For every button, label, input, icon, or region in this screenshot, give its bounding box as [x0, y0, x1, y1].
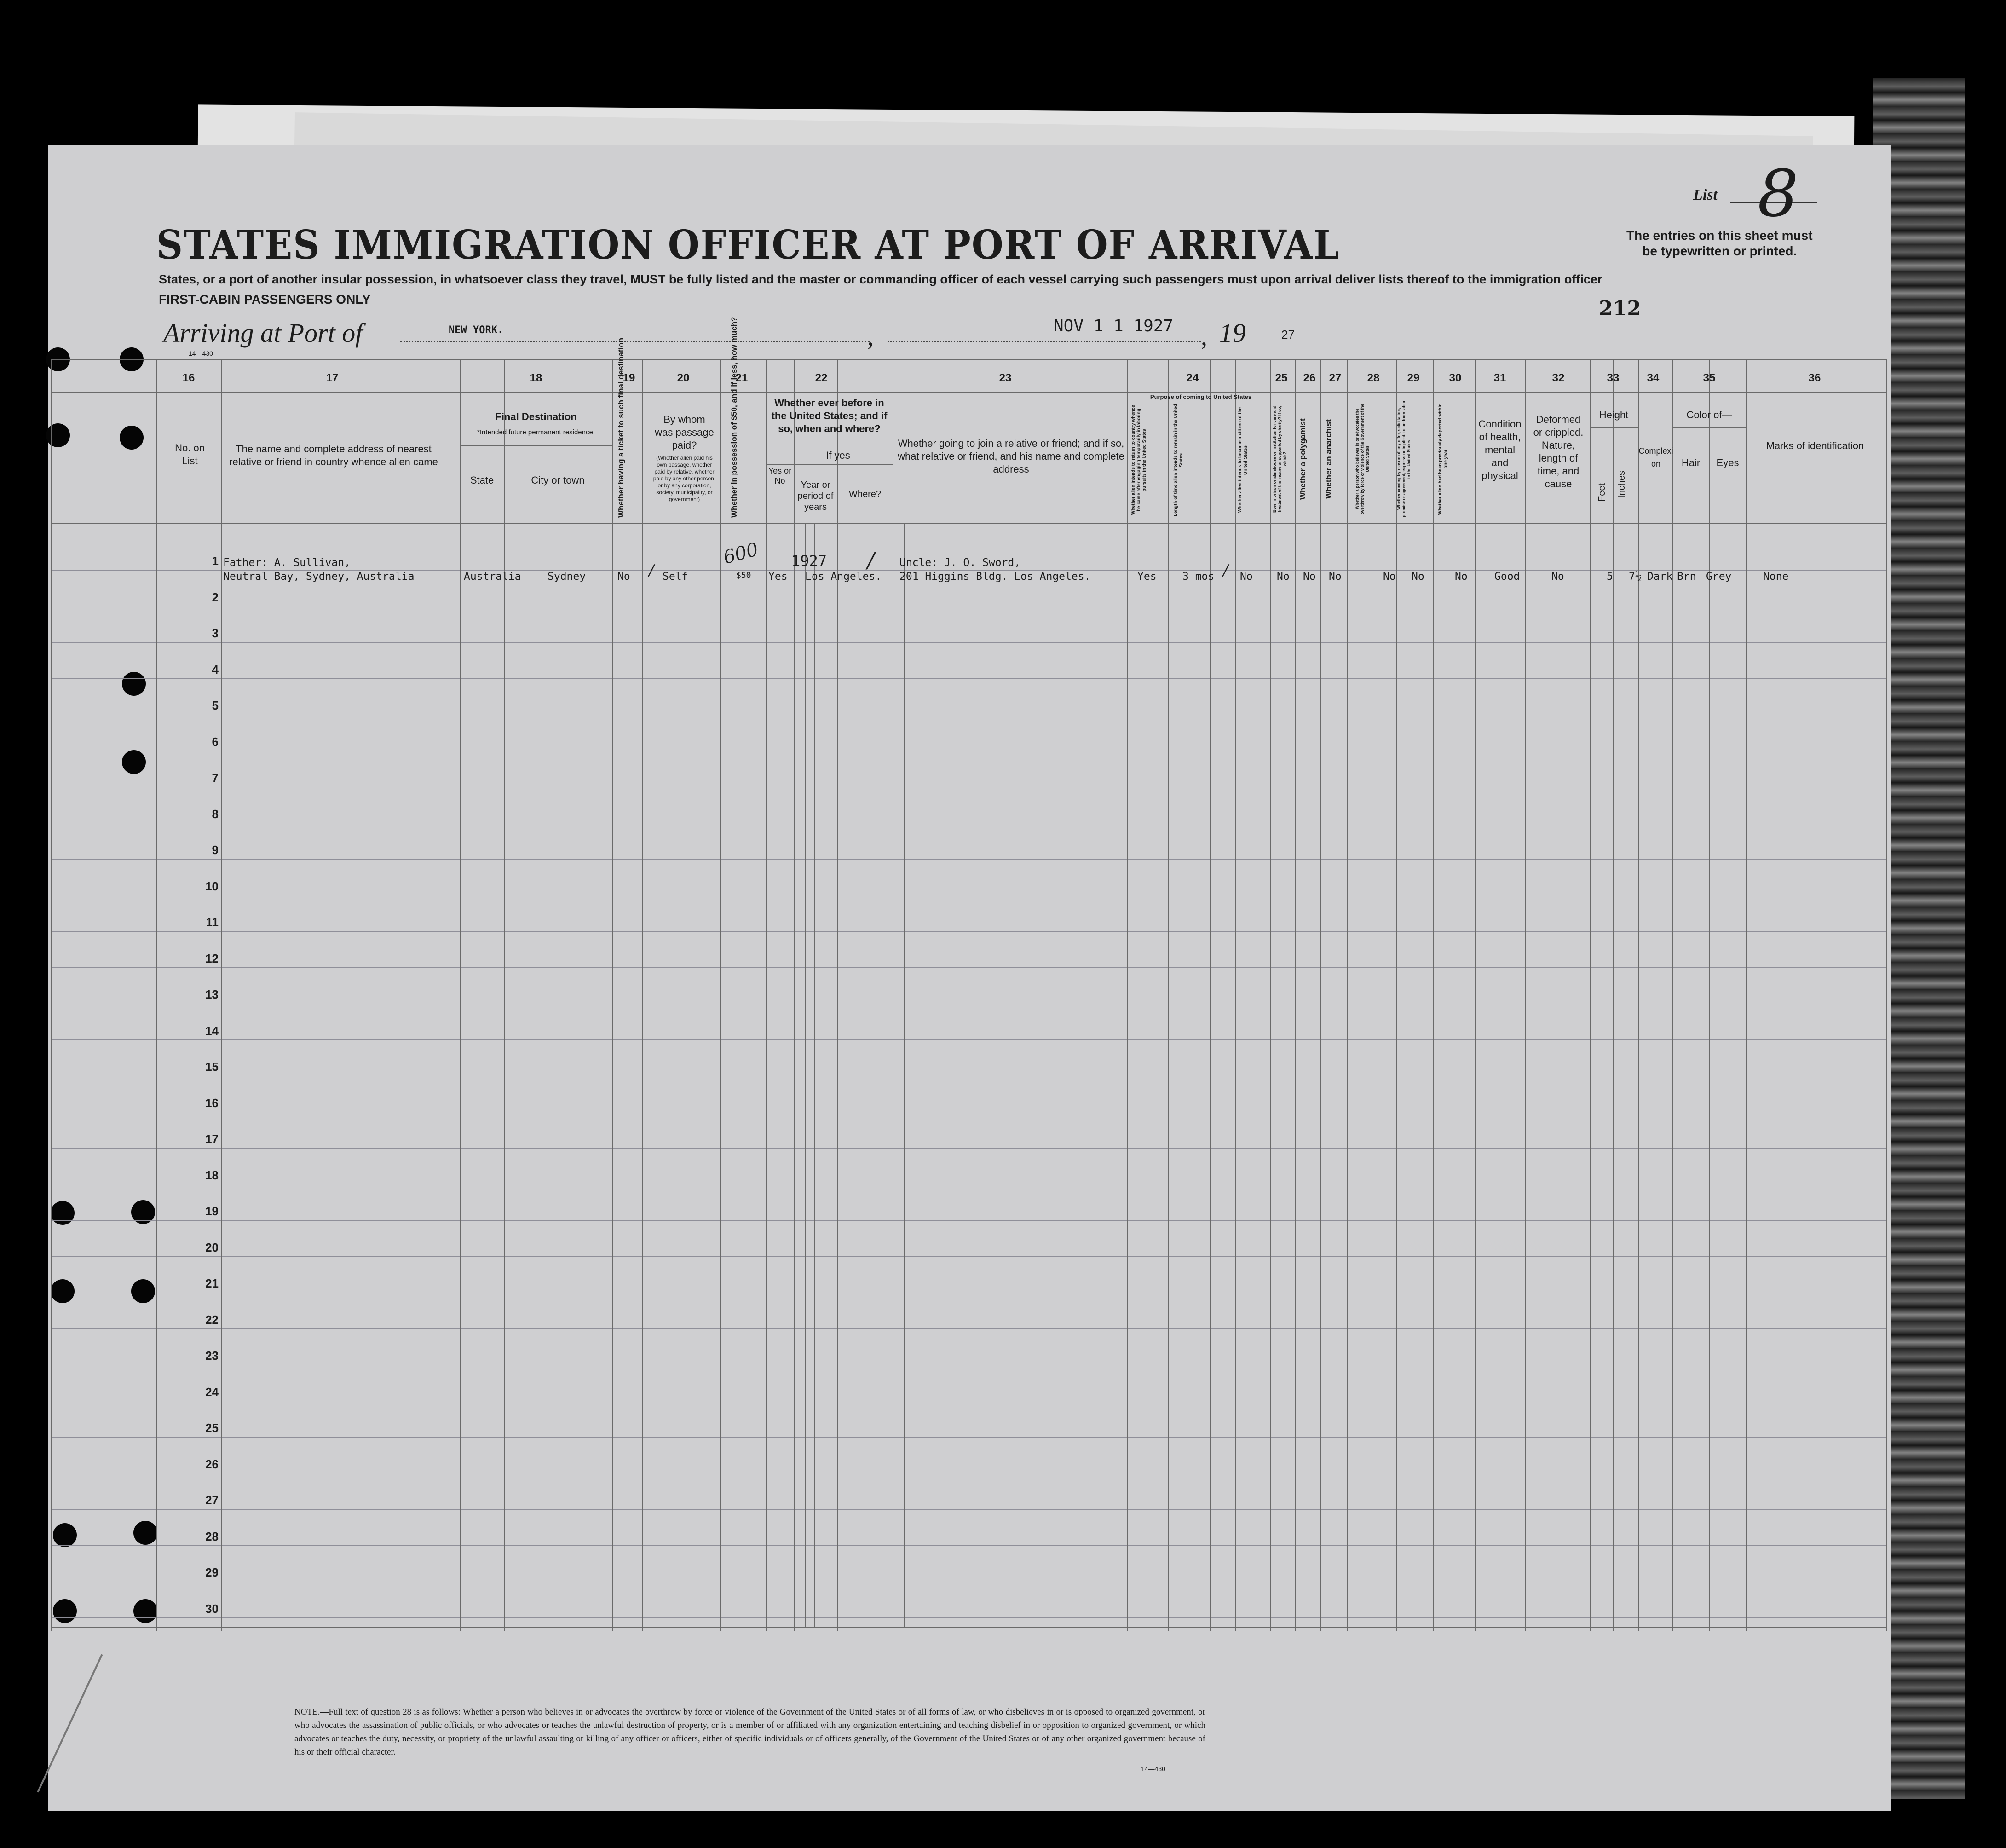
list-number: 8: [1758, 156, 1799, 231]
row-rule: [51, 1256, 1886, 1257]
height-feet: 5: [1607, 571, 1613, 583]
header-c20-note: (Whether alien paid his own passage, whether paid by relative, whether paid by any other person, or by any corporation, society, municipality, or government): [653, 455, 716, 502]
column-rule: [460, 359, 461, 1631]
col-number: 35: [1703, 372, 1716, 384]
header-c16: No. on List: [175, 442, 205, 467]
column-rule: [814, 523, 815, 1627]
header-c21: Whether in possession of $50, and if less, how much?: [730, 317, 738, 518]
header-c31: Condition of health, mental and physical: [1478, 418, 1522, 481]
column-rule: [221, 359, 222, 1631]
row-rule: [51, 1545, 1886, 1546]
health: Good: [1494, 571, 1520, 583]
intends-return: Yes: [1137, 571, 1157, 583]
column-rule: [504, 359, 505, 1631]
row-number: 18: [205, 1168, 219, 1182]
column-rule: [837, 359, 838, 1631]
header-c20: By whom was passage paid?: [655, 414, 714, 451]
col-number: 31: [1493, 372, 1506, 384]
row-number: 7: [212, 771, 219, 785]
column-rule: [805, 523, 806, 1627]
list-label: List: [1693, 186, 1718, 203]
overthrow: No: [1383, 571, 1396, 583]
row-number: 23: [205, 1349, 219, 1363]
row-rule: [51, 859, 1886, 860]
deported: No: [1455, 571, 1468, 583]
col-number: 19: [623, 372, 635, 384]
column-rule: [642, 359, 643, 1631]
prison: No: [1277, 571, 1290, 583]
separator: ,: [867, 323, 874, 351]
class-label: FIRST-CABIN PASSENGERS ONLY: [159, 292, 371, 306]
entries-note-line: be typewritten or printed.: [1642, 244, 1797, 258]
col-number: 23: [999, 372, 1012, 384]
row-number: 12: [205, 951, 219, 965]
subheader-rule: [1590, 427, 1638, 428]
year-suffix: 27: [1281, 328, 1295, 341]
column-rule: [1320, 359, 1321, 1631]
entries-note: [1626, 228, 1813, 259]
row-rule: [51, 1617, 1886, 1618]
column-rule: [1475, 359, 1476, 1631]
col-number: 16: [182, 372, 195, 384]
col-number: 22: [815, 372, 828, 384]
check-mark: /: [649, 561, 654, 580]
header-c22: Whether ever before in the United States; and if so, when and where?: [771, 397, 888, 434]
column-rule: [612, 359, 613, 1631]
header-c35-eyes: Eyes: [1716, 457, 1739, 468]
form-number: 14—430: [189, 350, 213, 357]
column-rule: [766, 359, 767, 1631]
column-rule: [1270, 359, 1271, 1631]
check-mark: /: [1223, 561, 1228, 580]
footnote: NOTE.—Full text of question 28 is as follows: Whether a person who believes in or advocates the overthrow by force or violence of the Government of the United States or of all forms of law, or who disbelieves in or is opposed to organized government, or who advocates the assassination of public officials, or who advocates or teaches the unlawful destruction of property, or is a member of or affiliated with any organization entertaining and teaching disbelief in or opposition to organized government, or which advocates or teaches the duty, necessity, or propriety of the unlawful assaulting or killing of any officer or officers, either of specific individuals or of officers generally, of the Government of the United States or of any other organized government because of his or their official character.: [294, 1707, 1205, 1757]
col-number: 32: [1552, 372, 1565, 384]
row-number: 30: [205, 1601, 219, 1616]
row-number: 9: [212, 843, 219, 857]
eye-color: Grey: [1706, 571, 1732, 583]
header-c26: Whether a polygamist: [1298, 418, 1307, 500]
table-rule: [51, 359, 1886, 360]
header-c35-hair: Hair: [1681, 457, 1700, 468]
port-name: NEW YORK.: [449, 324, 504, 336]
column-rule: [1127, 359, 1128, 1631]
header-c27: Whether an anarchist: [1324, 419, 1333, 499]
row-number: 15: [205, 1060, 219, 1074]
header-c33: Height: [1599, 409, 1629, 421]
row-number: 17: [205, 1132, 219, 1146]
header-c24-a: Whether alien intends to return to country whence he came after engaging temporarily in laboring pursuits in the United States: [1131, 405, 1147, 515]
row-rule: [51, 1148, 1886, 1149]
length-of-stay: 3 mos: [1182, 571, 1215, 583]
page-title: STATES IMMIGRATION OFFICER AT PORT OF ARRIVAL: [156, 222, 1340, 268]
row-number: 27: [205, 1493, 219, 1507]
column-rule: [904, 523, 905, 1627]
row-number: 25: [205, 1421, 219, 1435]
table-rule: [51, 523, 1886, 524]
row-number: 29: [205, 1565, 219, 1579]
col-number: 18: [530, 372, 542, 384]
row-number: 21: [205, 1276, 219, 1290]
entries-note-line: The entries on this sheet must: [1626, 228, 1813, 243]
header-c36: Marks of identification: [1766, 440, 1864, 451]
column-rule: [1396, 359, 1397, 1631]
header-c24-b: Length of time alien intends to remain in the United States: [1173, 404, 1184, 516]
column-rule: [1235, 359, 1236, 1631]
column-rule: [51, 359, 52, 1631]
column-rule: [156, 359, 157, 1631]
col-number: 30: [1449, 372, 1462, 384]
header-c33-feet: Feet: [1597, 483, 1607, 502]
col-number: 33: [1607, 372, 1620, 384]
column-rule: [1433, 359, 1434, 1631]
money-handwritten: 600: [721, 538, 761, 569]
row-rule: [51, 967, 1886, 968]
polygamist: No: [1303, 571, 1316, 583]
row-rule: [51, 931, 1886, 932]
header-c17: The name and complete address of nearest relative or friend in country whence alien came: [229, 443, 438, 468]
header-c22-year: Year or period of years: [797, 480, 834, 512]
row-rule: [51, 642, 1886, 643]
row-number: 28: [205, 1529, 219, 1543]
header-c33-inches: Inches: [1617, 471, 1627, 498]
relative-line2: Neutral Bay, Sydney, Australia: [223, 571, 415, 583]
money: $50: [736, 571, 751, 580]
been-before: Yes: [768, 571, 788, 583]
row-number: 14: [205, 1023, 219, 1038]
header-c24: Purpose of coming to United States: [1150, 393, 1252, 400]
separator: ,: [1201, 323, 1207, 351]
subheader-rule: [766, 464, 893, 465]
header-c32: Deformed or crippled. Nature, length of time, and cause: [1533, 414, 1584, 490]
column-rule: [794, 359, 795, 1631]
header-c30: Whether alien had been previously deported within one year: [1438, 403, 1448, 515]
anarchist: No: [1329, 571, 1342, 583]
header-c19: Whether having a ticket to such final destination: [617, 337, 625, 518]
row-number: 13: [205, 988, 219, 1001]
column-rule: [1168, 359, 1169, 1631]
table-rule: [51, 1627, 1886, 1628]
row-number: 1: [212, 554, 219, 568]
hair-color: Brn: [1677, 571, 1696, 583]
col-number: 20: [677, 372, 690, 384]
column-rule: [1672, 359, 1673, 1631]
labor-offer: No: [1412, 571, 1424, 583]
col-number: 28: [1367, 372, 1380, 384]
header-c35: Color of—: [1686, 409, 1732, 421]
instructions: States, or a port of another insular possession, in whatsoever class they travel, MUST be fully listed and the master or commanding officer of each vessel carrying such passengers must upon arrival deliver lists thereof to the immigration officer: [159, 272, 1602, 286]
row-number: 3: [212, 626, 219, 640]
col-number: 26: [1303, 372, 1316, 384]
row-rule: [51, 1328, 1886, 1329]
form-number-bottom: 14—430: [1141, 1765, 1165, 1773]
date-line: [888, 341, 1201, 342]
header-c29: Whether coming by reason of any offer, solicitation, promise or agreement, express or implied, to perform labor in the United States: [1396, 400, 1411, 518]
where-before: Los Angeles.: [805, 571, 882, 583]
header-c25: Ever in prison or almshouse or institution for care and treatment of the insane or supported by charity? If so, which?: [1272, 405, 1287, 513]
ticket: No: [617, 571, 630, 583]
joining-line2: 201 Higgins Bldg. Los Angeles.: [899, 571, 1091, 583]
header-c24-c: Whether alien intends to become a citizen of the United States: [1238, 407, 1248, 513]
joining-line1: Uncle: J. O. Sword,: [899, 557, 1021, 569]
row-number: 19: [205, 1204, 219, 1218]
dest-state: Australia: [464, 571, 521, 583]
row-rule: [51, 1437, 1886, 1438]
col-number: 34: [1647, 372, 1660, 384]
column-rule: [1886, 359, 1887, 1631]
col-number: 24: [1186, 372, 1199, 384]
port-line: [400, 341, 870, 342]
dest-city: Sydney: [548, 571, 586, 583]
column-rule: [720, 359, 721, 1631]
height-inches: 7½: [1629, 571, 1642, 583]
subheader-rule: [460, 445, 612, 446]
col-number: 29: [1407, 372, 1420, 384]
col-number: 25: [1275, 372, 1288, 384]
row-rule: [51, 1220, 1886, 1221]
arrival-date-stamp: NOV 1 1 1927: [1054, 317, 1174, 335]
header-c18-note: *Intended future permanent residence.: [477, 428, 595, 436]
column-rule: [1638, 359, 1639, 1631]
header-c22-yesno: Yes or No: [768, 466, 792, 485]
row-rule: [51, 1509, 1886, 1510]
year-before: 1927: [791, 552, 827, 570]
header-c18: Final Destination: [495, 411, 577, 422]
row-rule: [51, 678, 1886, 679]
sheet-number: 212: [1599, 297, 1641, 320]
row-number: 22: [205, 1312, 219, 1327]
row-number: 24: [205, 1385, 219, 1399]
column-rule: [1295, 359, 1296, 1631]
column-rule: [1709, 359, 1710, 1631]
header-c34: Complexion: [1638, 446, 1673, 468]
check-mark: /: [867, 548, 875, 572]
column-rule: [1347, 359, 1348, 1631]
col-number: 21: [735, 372, 748, 384]
header-c18-city: City or town: [531, 474, 585, 486]
row-number: 6: [212, 734, 219, 749]
year-prefix: 19: [1219, 318, 1246, 348]
column-rule: [1525, 359, 1526, 1631]
column-rule: [1210, 359, 1211, 1631]
column-rule: [1613, 359, 1614, 1631]
col-number: 27: [1329, 372, 1342, 384]
row-number: 8: [212, 807, 219, 821]
header-c28: Whether a person who believes in or advocates the overthrow by force or violence of the Government of the United States: [1355, 404, 1370, 514]
table-rule: [51, 392, 1886, 393]
col-number: 36: [1808, 372, 1821, 384]
row-number: 10: [205, 879, 219, 893]
header-c22-where: Where?: [848, 489, 882, 499]
relative-line1: Father: A. Sullivan,: [223, 557, 351, 569]
passage-paid: Self: [663, 571, 688, 583]
header-c22-ifyes: If yes—: [826, 450, 860, 461]
row-number: 16: [205, 1096, 219, 1110]
row-number: 11: [206, 915, 219, 929]
identification-marks: None: [1763, 571, 1789, 583]
column-rule: [1590, 359, 1591, 1631]
col-number: 17: [326, 372, 339, 384]
row-number: 20: [205, 1240, 219, 1254]
column-rule: [1746, 359, 1747, 1631]
citizen: No: [1240, 571, 1253, 583]
header-c18-state: State: [470, 474, 494, 486]
deformed: No: [1551, 571, 1564, 583]
row-number: 26: [205, 1457, 219, 1471]
complexion: Dark: [1647, 571, 1673, 583]
header-c23: Whether going to join a relative or friend; and if so, what relative or friend, and his name and complete address: [898, 438, 1124, 475]
row-number: 4: [212, 662, 219, 676]
arriving-label: Arriving at Port of: [163, 318, 363, 348]
row-number: 2: [212, 590, 219, 604]
row-number: 5: [212, 699, 219, 712]
